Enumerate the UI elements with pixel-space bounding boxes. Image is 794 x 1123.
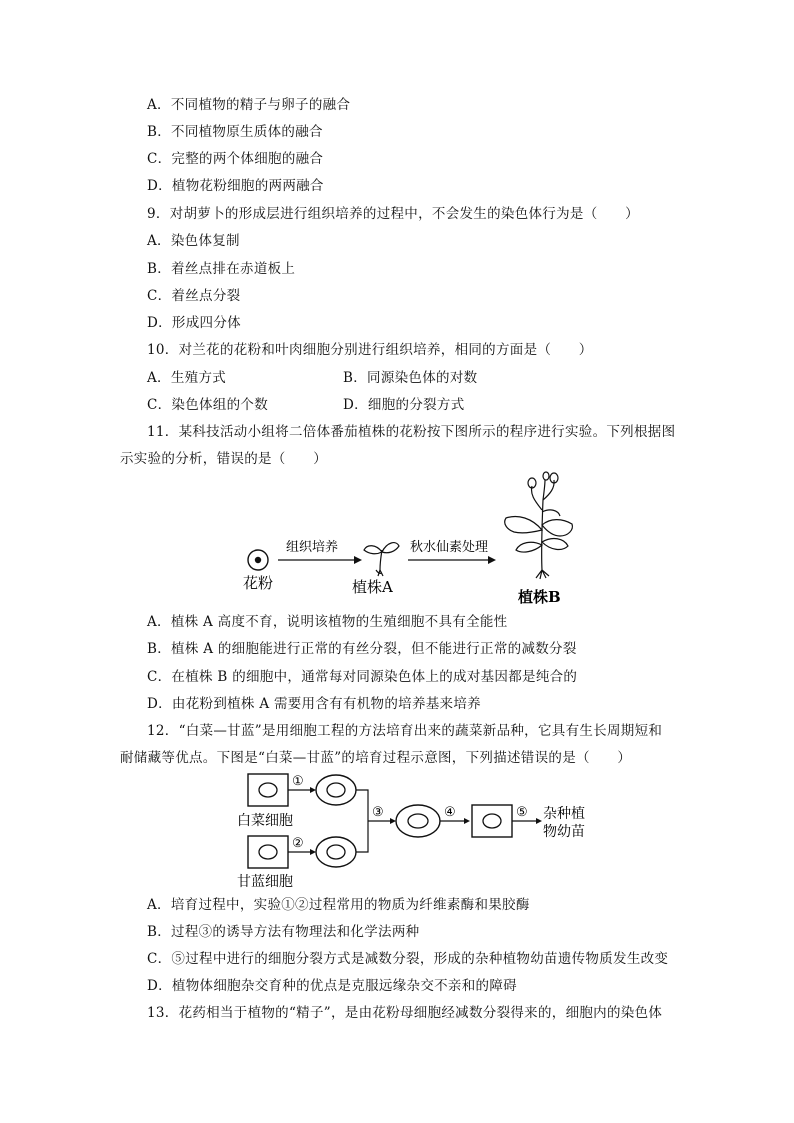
- q11-figure: [230, 470, 590, 610]
- q12-stem-line1: 12．“白菜—甘蓝”是用细胞工程的方法培育出来的蔬菜新品种，它具有生长周期短和: [147, 723, 663, 739]
- q12-figure: [230, 768, 600, 892]
- q8-option-b: B．不同植物原生质体的融合: [147, 124, 323, 140]
- q9-option-c: C．着丝点分裂: [147, 288, 241, 304]
- step-5-label: ⑤: [516, 805, 528, 820]
- fused-protoplast-icon: [396, 805, 440, 837]
- cabbage-cell-label: 白菜细胞: [237, 813, 293, 829]
- step-2-label: ②: [292, 836, 304, 851]
- q10-option-a: A．生殖方式: [147, 370, 227, 386]
- q9-option-a: A．染色体复制: [147, 233, 240, 249]
- protoplast-1-icon: [316, 775, 356, 805]
- q9-option-d: D．形成四分体: [147, 315, 241, 331]
- arrow-1-head: [354, 556, 362, 564]
- q8-option-d: D．植物花粉细胞的两两融合: [147, 178, 324, 194]
- q12-option-c: C．⑤过程中进行的细胞分裂方式是减数分裂，形成的杂种植物幼苗遗传物质发生改变: [147, 951, 669, 967]
- q12-option-d: D．植物体细胞杂交育种的优点是克服远缘杂交不亲和的障碍: [147, 978, 517, 994]
- hybrid-seedling-label-line1: 杂种植: [543, 806, 585, 822]
- q11-option-a: A．植株 A 高度不育，说明该植物的生殖细胞不具有全能性: [147, 614, 508, 630]
- q8-option-c: C．完整的两个体细胞的融合: [147, 151, 324, 167]
- q9-stem: 9．对胡萝卜的形成层进行组织培养的过程中，不会发生的染色体行为是（ ）: [147, 206, 639, 222]
- q12-option-b: B．过程③的诱导方法有物理法和化学法两种: [147, 924, 420, 940]
- step-3-label: ③: [372, 805, 384, 820]
- pollen-grain-icon: [248, 550, 268, 570]
- pollen-label: 花粉: [243, 574, 274, 592]
- step-1-label: ①: [292, 774, 304, 789]
- hybrid-seedling-label-line2: 物幼苗: [543, 824, 585, 840]
- step-colchicine-label: 秋水仙素处理: [410, 540, 489, 555]
- q13-stem-line1: 13．花药相当于植物的“精子”，是由花粉母细胞经减数分裂得来的，细胞内的染色体: [147, 1005, 663, 1021]
- plant-a-label: 植株A: [352, 578, 393, 596]
- q10-option-b: B．同源染色体的对数: [343, 370, 478, 386]
- q11-stem-line2: 示实验的分析，错误的是（ ）: [120, 451, 327, 467]
- seedling-a-icon: [364, 543, 399, 576]
- q10-stem: 10．对兰花的花粉和叶肉细胞分别进行组织培养，相同的方面是（ ）: [147, 342, 593, 358]
- step-tissue-culture-label: 组织培养: [286, 540, 339, 555]
- q10-option-d: D．细胞的分裂方式: [343, 397, 465, 413]
- kale-cell-label: 甘蓝细胞: [237, 874, 293, 890]
- plant-b-icon: [505, 472, 573, 579]
- protoplast-2-icon: [316, 837, 356, 867]
- q11-option-b: B．植株 A 的细胞能进行正常的有丝分裂，但不能进行正常的减数分裂: [147, 641, 577, 657]
- q9-option-b: B．着丝点排在赤道板上: [147, 261, 296, 277]
- plant-b-label: 植株B: [518, 588, 561, 606]
- q11-stem-line1: 11．某科技活动小组将二倍体番茄植株的花粉按下图所示的程序进行实验。下列根据图: [147, 424, 676, 440]
- q11-option-c: C．在植株 B 的细胞中，通常每对同源染色体上的成对基因都是纯合的: [147, 669, 578, 685]
- hybrid-cell-icon: [472, 805, 512, 837]
- cabbage-cell-icon: [248, 774, 288, 806]
- q12-option-a: A．培育过程中，实验①②过程常用的物质为纤维素酶和果胶酶: [147, 897, 530, 913]
- q10-option-c: C．染色体组的个数: [147, 397, 269, 413]
- arrow-2-head: [488, 556, 496, 564]
- kale-cell-icon: [248, 836, 288, 868]
- q12-stem-line2: 耐储藏等优点。下图是“白菜—甘蓝”的培育过程示意图，下列描述错误的是（ ）: [120, 750, 632, 766]
- q8-option-a: A．不同植物的精子与卵子的融合: [147, 97, 351, 113]
- q11-option-d: D．由花粉到植株 A 需要用含有有机物的培养基来培养: [147, 696, 481, 712]
- step-4-label: ④: [444, 805, 456, 820]
